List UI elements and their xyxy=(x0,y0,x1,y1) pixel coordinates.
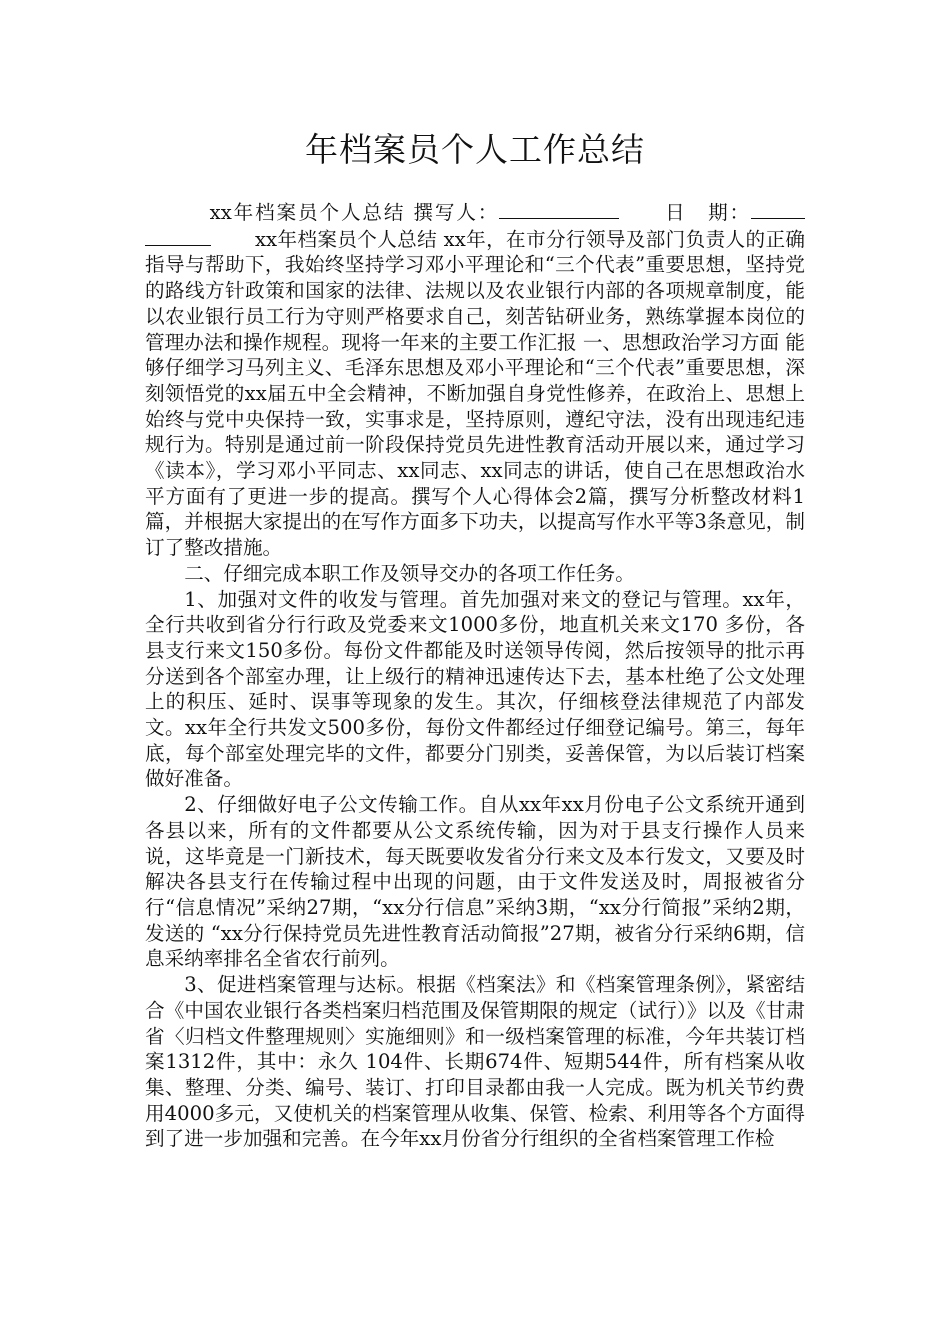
document-title: 年档案员个人工作总结 xyxy=(305,130,645,169)
paragraph-item-2: 2、仔细做好电子公文传输工作。自从xx年xx月份电子公文系统开通到各县以来，所有的文件都要从公文系统传输，因为对于县支行操作人员来说，这毕竟是一门新技术，每天既要收发省分行来文及本行发文，又要及时解决各县支行在传输过程中出现的问题，由于文件发送及时，周报被省分行“信息情况”采纳27期，“xx分行信息”采纳3期，“xx分行简报”采纳2期，发送的 “xx分行保持党员先进性教育活动简报”27期，被省分行采纳6期，信息采纳率排名全省农行前列。 xyxy=(145,793,805,971)
author-blank xyxy=(499,199,619,219)
paragraph-intro xyxy=(145,199,805,561)
paragraph-item-3: 3、促进档案管理与达标。根据《档案法》和《档案管理条例》，紧密结合《中国农业银行各类档案归档范围及保管期限的规定（试行）》以及《甘肃省〈归档文件整理规则〉实施细则》和一级档案管理的标准，今年共装订档案1312件，其中：永久 104件、长期674件、短期544件，所有档案从收集、整理、分类、编号、装订、打印目录都由我一人完成。既为机关节约费用4000多元，又使机关的档案管理从收集、保管、检索、利用等各个方面得到了进一步加强和完善。在今年xx月份省分行组织的全省档案管理工作检 xyxy=(145,973,805,1151)
paragraph-item-1: 1、加强对文件的收发与管理。首先加强对来文的登记与管理。xx年，全行共收到省分行行政及党委来文1000多份，地直机关来文170 多份，各县支行来文150多份。每份文件都能及时送领导传阅，然后按领导的批示再分送到各个部室办理，让上级行的精神迅速传达下去，基本杜绝了公文处理上的积压、延时、误事等现象的发生。其次，仔细核登法律规范了内部发文。xx年全行共发文500多份，每份文件都经过仔细登记编号。第三，每年底，每个部室处理完毕的文件，都要分门别类，妥善保管，为以后装订档案做好准备。 xyxy=(145,587,805,791)
document-body xyxy=(145,199,805,1152)
header-prefix: xx年档案员个人总结 撰写人： xyxy=(209,201,500,224)
paragraph-text: xx年档案员个人总结 xx年，在市分行领导及部门负责人的正确指导与帮助下，我始终坚持学习邓小平理论和“三个代表”重要思想，坚持党的路线方针政策和国家的法律、法规以及农业银行内部的各项规章制度，能以农业银行员工行为守则严格要求自己，刻苦钻研业务，熟练掌握本岗位的管理办法和操作规程。现将一年来的主要工作汇报 一、思想政治学习方面 能够仔细学习马列主义、毛泽东思想及邓小平理论和“三个代表”重要思想，深刻领悟党的xx届五中全会精神，不断加强自身党性修养，在政治上、思想上始终与党中央保持一致，实事求是，坚持原则，遵纪守法，没有出现违纪违规行为。特别是通过前一阶段保持党员先进性教育活动开展以来，通过学习《读本》，学习邓小平同志、xx同志、xx同志的讲话，使自己在思想政治水平方面有了更进一步的提高。撰写个人心得体会2篇，撰写分析整改材料1篇，并根据大家提出的在写作方面多下功夫，以提高写作水平等3条意见，制订了整改措施。 xyxy=(145,227,805,560)
paragraph-section-2: 二、仔细完成本职工作及领导交办的各项工作任务。 xyxy=(184,561,635,585)
date-blank xyxy=(751,199,805,219)
date-label: 日 期： xyxy=(663,201,751,224)
date-blank-continued xyxy=(145,226,211,246)
